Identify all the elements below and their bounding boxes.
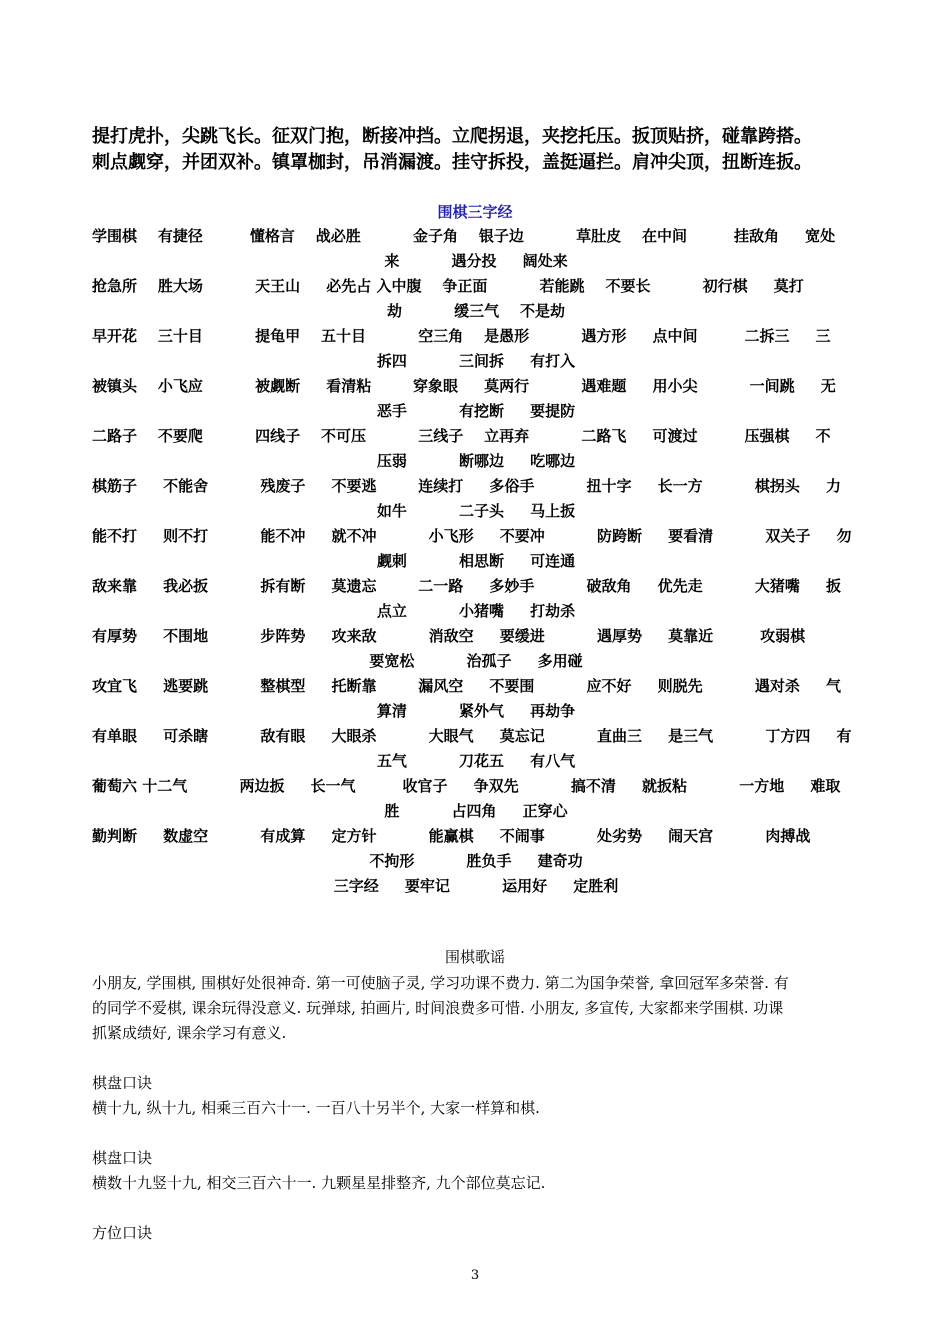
sanzijing-line: 劫 缓三气 不是劫	[386, 302, 566, 320]
sanzijing-line: 二路子 不要爬 四线子 不可压 三线子 立再弃 二路飞 可渡过 压强棋 不	[92, 427, 831, 445]
sanzijing-title: 围棋三字经	[437, 203, 513, 221]
sanzijing-line: 有厚势 不围地 步阵势 攻来敌 消敌空 要缓进 遇厚势 莫靠近 攻弱棋	[92, 627, 806, 645]
sanzijing-line: 三字经 要牢记 运用好 定胜利	[333, 877, 619, 895]
geyao-title: 围棋歌谣	[444, 948, 505, 966]
sanzijing-line: 恶手 有挖断 要提防	[376, 402, 576, 420]
sanzijing-line: 压弱 断哪边 吃哪边	[376, 452, 576, 470]
sanzijing-line: 棋筋子 不能舍 残废子 不要逃 连续打 多俗手 扭十字 长一方 棋拐头 力	[92, 477, 841, 495]
intro-line: 提打虎扑，尖跳飞长。征双门抱，断接冲挡。立爬拐退，夹挖托压。扳顶贴挤，碰靠跨搭。	[92, 126, 812, 147]
sanzijing-line: 抢急所 胜大场 天王山 必先占 入中腹 争正面 若能跳 不要长 初行棋 莫打	[92, 277, 804, 295]
page-number: 3	[470, 1268, 480, 1283]
sanzijing-line: 胜 占四角 正穿心	[384, 802, 568, 820]
intro-line: 刺点觑穿，并团双补。镇罩枷封，吊消漏渡。挂守拆投，盖挺逼拦。肩冲尖顶，扭断连扳。	[92, 152, 812, 173]
sanzijing-line: 勤判断 数虚空 有成算 定方针 能赢棋 不闹事 处劣势 闹天宫 肉搏战	[92, 827, 811, 845]
sanzijing-line: 学围棋 有捷径 懂格言 战必胜 金子角 银子边 草肚皮 在中间 挂敌角 宽处	[92, 227, 836, 245]
sanzijing-line: 葡萄六 十二气 两边扳 长一气 收官子 争双先 搞不清 就扳粘 一方地 难取	[92, 777, 841, 795]
sanzijing-line: 五气 刀花五 有八气	[376, 752, 576, 770]
geyao-line: 小朋友, 学围棋, 围棋好处很神奇. 第一可使脑子灵, 学习功课不费力. 第二为国争荣誉, 拿回冠军多荣誉. 有	[92, 974, 789, 992]
sanzijing-line: 点立 小猪嘴 打劫杀	[376, 602, 576, 620]
sanzijing-line: 被镇头 小飞应 被觑断 看清粘 穿象眼 莫两行 遇难题 用小尖 一间跳 无	[92, 377, 836, 395]
sanzijing-line: 如牛 二子头 马上扳	[376, 502, 576, 520]
sanzijing-line: 敌来靠 我必扳 拆有断 莫遗忘 二一路 多妙手 破敌角 优先走 大猪嘴 扳	[92, 577, 841, 595]
koujue2-title: 棋盘口诀	[92, 1149, 153, 1167]
sanzijing-line: 拆四 三间拆 有打入	[376, 352, 576, 370]
koujue1-title: 棋盘口诀	[92, 1074, 153, 1092]
koujue3-title: 方位口诀	[92, 1224, 153, 1242]
koujue1-text: 横十九, 纵十九, 相乘三百六十一. 一百八十另半个, 大家一样算和棋.	[92, 1099, 540, 1117]
koujue2-text: 横数十九竖十九, 相交三百六十一. 九颗星星排整齐, 九个部位莫忘记.	[92, 1174, 546, 1192]
sanzijing-line: 早开花 三十目 提龟甲 五十目 空三角 是愚形 遇方形 点中间 二拆三 三	[92, 327, 831, 345]
geyao-paragraph	[92, 971, 862, 1046]
sanzijing-line: 有单眼 可杀瞎 敌有眼 大眼杀 大眼气 莫忘记 直曲三 是三气 丁方四 有	[92, 727, 852, 745]
sanzijing-line: 算清 紧外气 再劫争	[376, 702, 576, 720]
sanzijing-line: 来 遇分投 阔处来	[384, 252, 568, 270]
sanzijing-line: 要宽松 治孤子 多用碰	[369, 652, 583, 670]
sanzijing-line: 觑刺 相思断 可连通	[376, 552, 576, 570]
sanzijing-body	[92, 224, 860, 899]
sanzijing-line: 能不打 则不打 能不冲 就不冲 小飞形 不要冲 防跨断 要看清 双关子 勿	[92, 527, 852, 545]
sanzijing-line: 攻宜飞 逃要跳 整棋型 托断靠 漏风空 不要围 应不好 则脱先 遇对杀 气	[92, 677, 841, 695]
sanzijing-line: 不拘形 胜负手 建奇功	[369, 852, 583, 870]
intro-paragraph	[92, 124, 872, 176]
geyao-line: 的同学不爱棋, 课余玩得没意义. 玩弹球, 拍画片, 时间浪费多可惜. 小朋友, 多宣传, 大家都来学围棋. 功课	[92, 999, 784, 1017]
geyao-line: 抓紧成绩好, 课余学习有意义.	[92, 1024, 287, 1042]
